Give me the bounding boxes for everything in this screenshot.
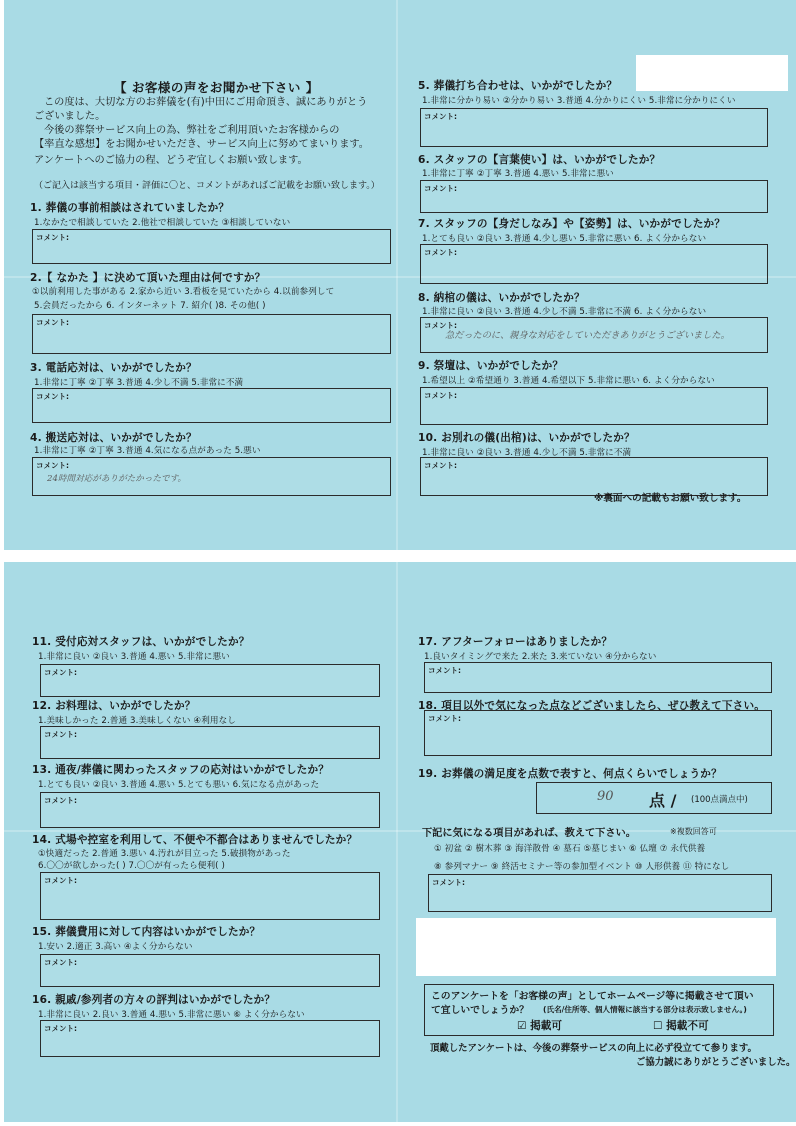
comment-label: コメント: [36,392,69,401]
comment-box-13[interactable] [40,792,380,828]
question-14-options: 6.〇〇が欲しかった( ) 7.〇〇が有ったら便利( ) [38,861,225,871]
comment-box-4[interactable] [32,457,391,496]
score-box[interactable] [536,782,772,814]
comment-box-18[interactable] [424,710,772,756]
paper-fold [396,0,398,550]
intro-line: この度は、大切な方のお葬儀を(有)中田にご用命頂き、誠にありがとう [44,97,368,108]
back-page-note: ※裏面への記載もお願い致します。 [594,493,747,504]
question-12: 12. お料理は、いかがでしたか？ [32,700,196,712]
publish-question: て宜しいでしょうか？ [431,1005,529,1016]
handwritten-comment: 24時間対応がありがたかったです。 [47,474,187,484]
comment-label: コメント: [36,233,69,242]
comment-label: コメント: [424,321,457,330]
question-15-options: 1.安い 2.適正 3.高い ④よく分からない [38,942,193,952]
comment-label: コメント: [424,112,457,121]
comment-box-1[interactable] [32,229,391,264]
footer-line: ご協力誠にありがとうございました。 [636,1057,796,1068]
question-7: 7. スタッフの【身だしなみ】や【姿勢】は、いかがでしたか？ [418,218,726,230]
paper-fold [396,562,398,1122]
intro-line: アンケートへのご協力の程、どうぞ宜しくお願い致します。 [34,155,308,166]
question-19: 19. お葬儀の満足度を点数で表すと、何点くらいでしょうか？ [418,768,722,780]
survey-title: 【 お客様の声をお聞かせ下さい 】 [114,80,319,95]
comment-label: コメント: [44,796,77,805]
question-16: 16. 親戚/参列者の方々の評判はいかがでしたか？ [32,994,276,1006]
question-1-options: 1.なかたで相談していた 2.他社で相談していた ③相談していない [34,218,291,228]
question-2-options: ①以前利用した事がある 2.家から近い 3.看板を見ていたから 4.以前参列して [32,287,335,297]
comment-box-16[interactable] [40,1020,380,1057]
comment-box-6[interactable] [420,180,768,213]
publish-yes-checkbox[interactable]: ☑ 掲載可 [517,1020,562,1032]
question-1: 1. 葬儀の事前相談はされていましたか？ [30,202,230,214]
question-12-options: 1.美味しかった 2.普通 3.美味しくない ④利用なし [38,716,236,726]
handwritten-comment: 急だったのに、親身な対応をしていただきありがとうございました。 [445,330,730,341]
question-3: 3. 電話応対は、いかがでしたか？ [30,362,197,374]
question-10: 10. お別れの儀(出棺)は、いかがでしたか？ [418,432,635,444]
survey-page-back [4,562,796,1122]
question-5-options: 1.非常に分かり易い ②分かり易い 3.普通 4.分かりにくい 5.非常に分かりにくい [422,96,736,106]
question-11: 11. 受付応対スタッフは、いかがでしたか？ [32,636,250,648]
question-4-options: 1.非常に丁寧 ②丁寧 3.普通 4.気になる点があった 5.悪い [34,446,261,456]
question-8: 8. 納棺の儀は、いかがでしたか？ [418,292,585,304]
question-11-options: 1.非常に良い ②良い 3.普通 4.悪い 5.非常に悪い [38,652,230,662]
comment-label: コメント: [44,876,77,885]
comment-box-17[interactable] [424,662,772,693]
comment-box-11[interactable] [40,664,380,697]
comment-label: コメント: [428,714,461,723]
redacted-area [416,918,776,976]
question-4: 4. 搬送応対は、いかがでしたか？ [30,432,197,444]
comment-box-12[interactable] [40,726,380,759]
comment-label: コメント: [424,391,457,400]
intro-line: 【率直な感想】をお聞かせいただき、サービス向上に努めてまいります。 [34,139,369,150]
question-17-options: 1.良いタイミングで来た 2.来た 3.来ていない ④分からない [424,652,657,662]
comment-label: コメント: [428,666,461,675]
comment-label: コメント: [44,958,77,967]
multi-select-note: ※複数回答可 [670,827,717,836]
comment-label: コメント: [424,461,457,470]
comment-box-3[interactable] [32,388,391,423]
question-6: 6. スタッフの【言葉使い】は、いかがでしたか？ [418,154,661,166]
topics-intro: 下記に気になる項目があれば、教えて下さい。 [422,828,636,839]
comment-box-8[interactable] [420,317,768,353]
question-13-options: 1.とても良い ②良い 3.普通 4.悪い 5.とても悪い 6.気になる点があった [38,780,320,790]
score-unit: 点 / [649,791,677,810]
comment-box-14[interactable] [40,872,380,920]
comment-box-9[interactable] [420,387,768,425]
survey-page-front [4,0,796,550]
comment-label: コメント: [432,878,465,887]
question-16-options: 1.非常に良い 2.良い 3.普通 4.悪い 5.非常に悪い ⑥ よく分からない [38,1010,305,1020]
comment-box-15[interactable] [40,954,380,987]
comment-box-5[interactable] [420,108,768,147]
question-5: 5. 葬儀打ち合わせは、いかがでしたか？ [418,80,618,92]
question-17: 17. アフターフォローはありましたか？ [418,636,613,648]
score-max: (100点満点中) [691,795,748,805]
comment-box-7[interactable] [420,244,768,284]
question-9: 9. 祭壇は、いかがでしたか？ [418,360,564,372]
question-8-options: 1.非常に良い ②良い 3.普通 4.少し不満 5.非常に不満 6. よく分からない [422,307,707,317]
comment-box-2[interactable] [32,314,391,354]
comment-label: コメント: [36,318,69,327]
comment-label: コメント: [44,668,77,677]
question-10-options: 1.非常に良い ②良い 3.普通 4.少し不満 5.非常に不満 [422,448,632,458]
question-14-options: ①快適だった 2.普通 3.悪い 4.汚れが目立った 5.破損物があった [38,849,291,859]
comment-label: コメント: [36,461,69,470]
topics-row: ⑧ 参列マナー ⑨ 終活セミナー等の参加型イベント ⑩ 人形供養 ⑪ 特になし [434,862,730,872]
question-18: 18. 項目以外で気になった点などございましたら、ぜひ教えて下さい。 [418,700,766,712]
footer-line: 頂戴したアンケートは、今後の葬祭サービスの向上に必ず役立てて参ります。 [430,1043,757,1054]
question-2-options: 5.会員だったから 6. インターネット 7. 紹介( )8. その他( ) [34,301,266,311]
redacted-area [636,55,788,91]
question-2: 2.【 なかた 】に決めて頂いた理由は何ですか？ [30,272,266,284]
score-value: 90 [597,789,614,804]
question-7-options: 1.とても良い ②良い 3.普通 4.少し悪い 5.非常に悪い 6. よく分からない [422,234,707,244]
question-3-options: 1.非常に丁寧 ②丁寧 3.普通 4.少し不満 5.非常に不満 [34,378,244,388]
question-6-options: 1.非常に丁寧 ②丁寧 3.普通 4.悪い 5.非常に悪い [422,169,614,179]
question-15: 15. 葬儀費用に対して内容はいかがでしたか？ [32,926,261,938]
intro-note: （ご記入は該当する項目・評価に〇と、コメントがあればご記載をお願い致します。） [34,181,380,191]
publish-no-checkbox[interactable]: ☐ 掲載不可 [653,1020,709,1032]
comment-label: コメント: [44,730,77,739]
question-13: 13. 通夜/葬儀に関わったスタッフの応対はいかがでしたか？ [32,764,330,776]
comment-box-topics[interactable] [428,874,772,912]
intro-line: ございました。 [34,111,106,122]
intro-line: 今後の葬祭サービス向上の為、弊社をご利用頂いたお客様からの [44,125,340,136]
comment-label: コメント: [424,184,457,193]
comment-label: コメント: [424,248,457,257]
question-14: 14. 式場や控室を利用して、不便や不都合はありませんでしたか？ [32,834,358,846]
topics-row: ① 初盆 ② 樹木葬 ③ 海洋散骨 ④ 墓石 ⑤墓じまい ⑥ 仏壇 ⑦ 永代供養 [434,844,706,854]
publish-question: このアンケートを「お客様の声」としてホームページ等に掲載させて頂い [431,991,754,1002]
publish-consent-box [424,984,774,1036]
comment-label: コメント: [44,1024,77,1033]
privacy-note: (氏名/住所等、個人情報に該当する部分は表示致しません。) [543,1005,747,1014]
question-9-options: 1.希望以上 ②希望通り 3.普通 4.希望以下 5.非常に悪い 6. よく分からない [422,376,715,386]
